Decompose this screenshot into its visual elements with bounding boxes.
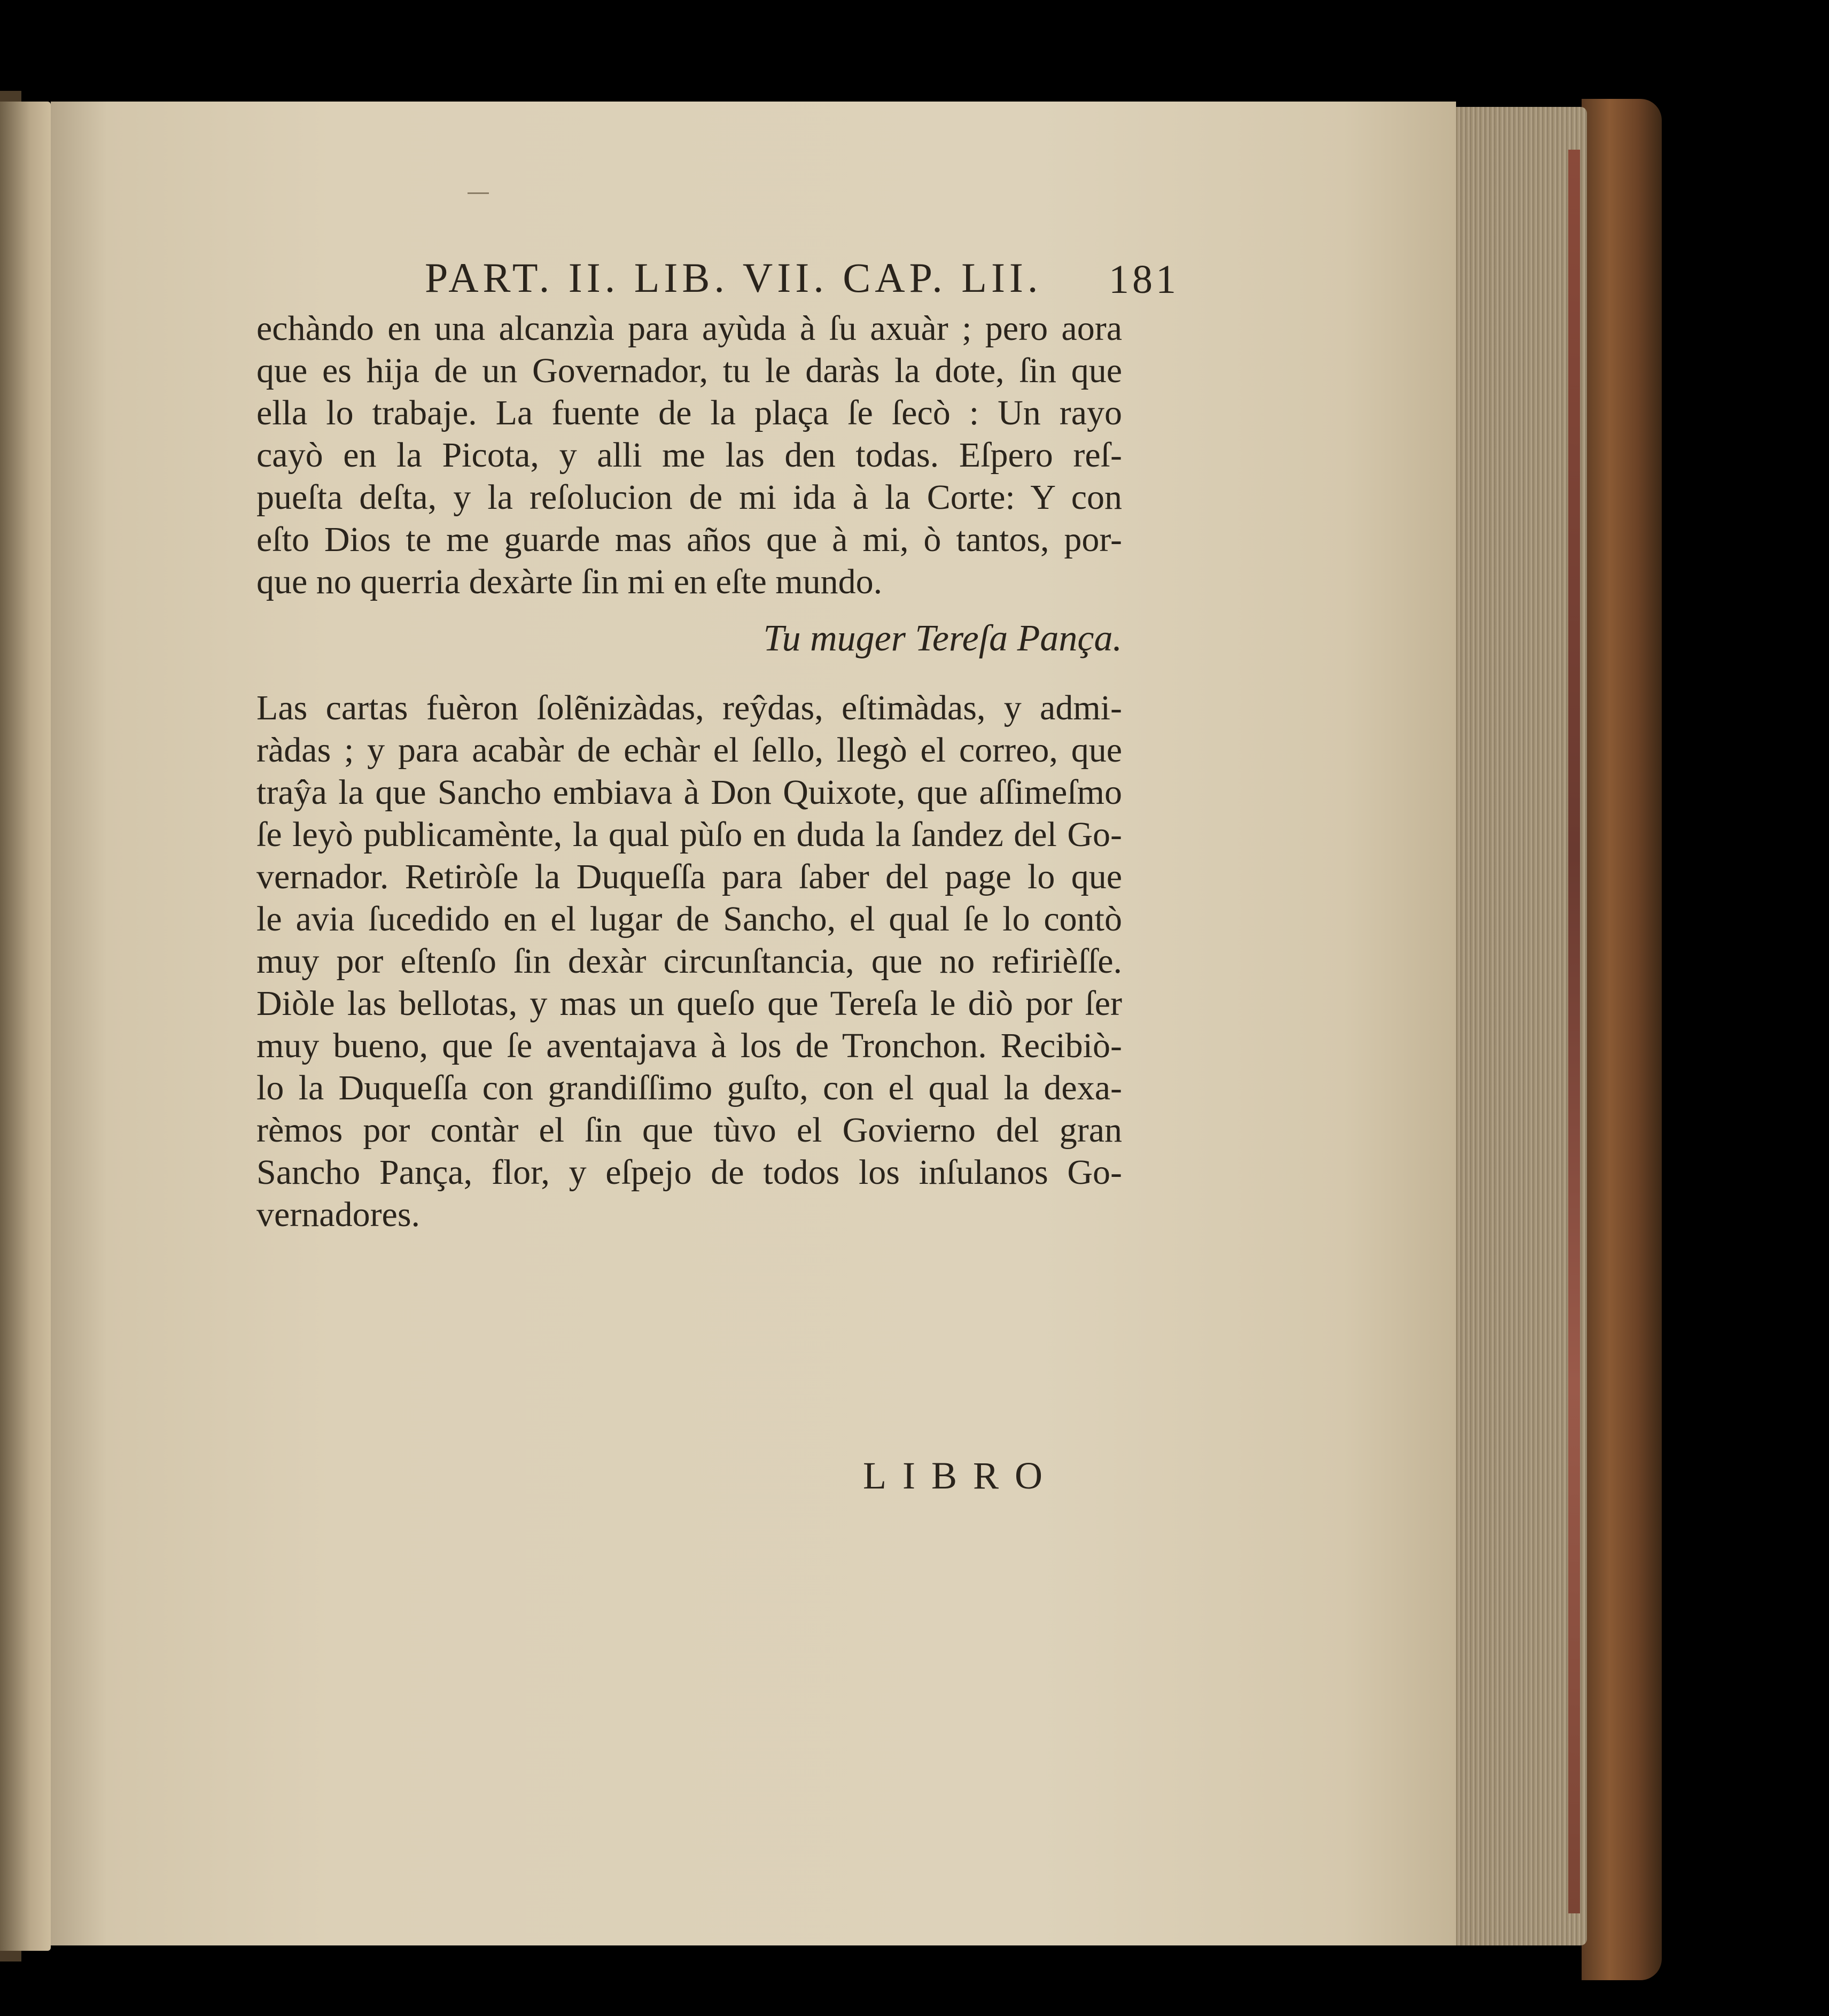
narrative-paragraph (256, 687, 1122, 1236)
text-line: muy bueno, que ſe aventajava à los de Tronchon. Recibiò- (256, 1026, 1122, 1065)
letter-closing-text (256, 307, 1122, 603)
text-line: pueſta deſta, y la reſolucion de mi ida à la Corte: Y con (256, 478, 1122, 517)
page-mark (468, 192, 489, 194)
text-line: ſe leyò publicamènte, la qual pùſo en duda la ſandez del Go- (256, 815, 1122, 854)
text-line: le avia ſucedido en el lugar de Sancho, el qual ſe lo contò (256, 900, 1122, 939)
catchword: LIBRO (863, 1454, 1059, 1497)
text-line: Diòle las bellotas, y mas un queſo que Tereſa le diò por ſer (256, 984, 1122, 1023)
text-line: ella lo trabaje. La fuente de la plaça ſe ſecò : Un rayo (256, 393, 1122, 432)
text-line: muy por eſtenſo ſin dexàr circunſtancia, que no refirièſſe. (256, 942, 1122, 981)
text-line: vernadores. (256, 1195, 421, 1234)
text-line: traŷa la que Sancho embiava à Don Quixote, que aſſimeſmo (256, 773, 1122, 812)
letter-signature: Tu muger Tereſa Pança. (763, 618, 1122, 659)
text-line: echàndo en una alcanzìa para ayùda à ſu axuàr ; pero aora (256, 309, 1122, 348)
text-line: cayò en la Picota, y alli me las den todas. Eſpero reſ- (256, 436, 1122, 475)
text-line: rèmos por contàr el ſin que tùvo el Govierno del gran (256, 1111, 1122, 1150)
book-page (51, 102, 1456, 1945)
text-line: Las cartas fuèron ſolẽnizàdas, reŷdas, eſtimàdas, y admi- (256, 688, 1122, 727)
page-number: 181 (1109, 257, 1179, 302)
text-line: Sancho Pança, flor, y eſpejo de todos los inſulanos Go- (256, 1153, 1122, 1192)
text-line: ràdas ; y para acabàr de echàr el ſello, llegò el correo, que (256, 731, 1122, 770)
back-cover (1582, 99, 1662, 1980)
running-title: PART. II. LIB. VII. CAP. LII. (425, 254, 1042, 301)
page-fore-edge (1448, 107, 1587, 1945)
text-line: eſto Dios te me guarde mas años que à mi, ò tantos, por- (256, 520, 1122, 559)
text-line: que es hija de un Governador, tu le daràs la dote, ſin que (256, 351, 1122, 390)
sprinkled-edge (1568, 150, 1580, 1913)
text-line: lo la Duqueſſa con grandiſſimo guſto, con el qual la dexa- (256, 1068, 1122, 1107)
left-page-edge (0, 102, 51, 1951)
text-line: que no querria dexàrte ſin mi en eſte mundo. (256, 562, 883, 601)
text-line: vernador. Retiròſe la Duqueſſa para ſaber del page lo que (256, 857, 1122, 896)
